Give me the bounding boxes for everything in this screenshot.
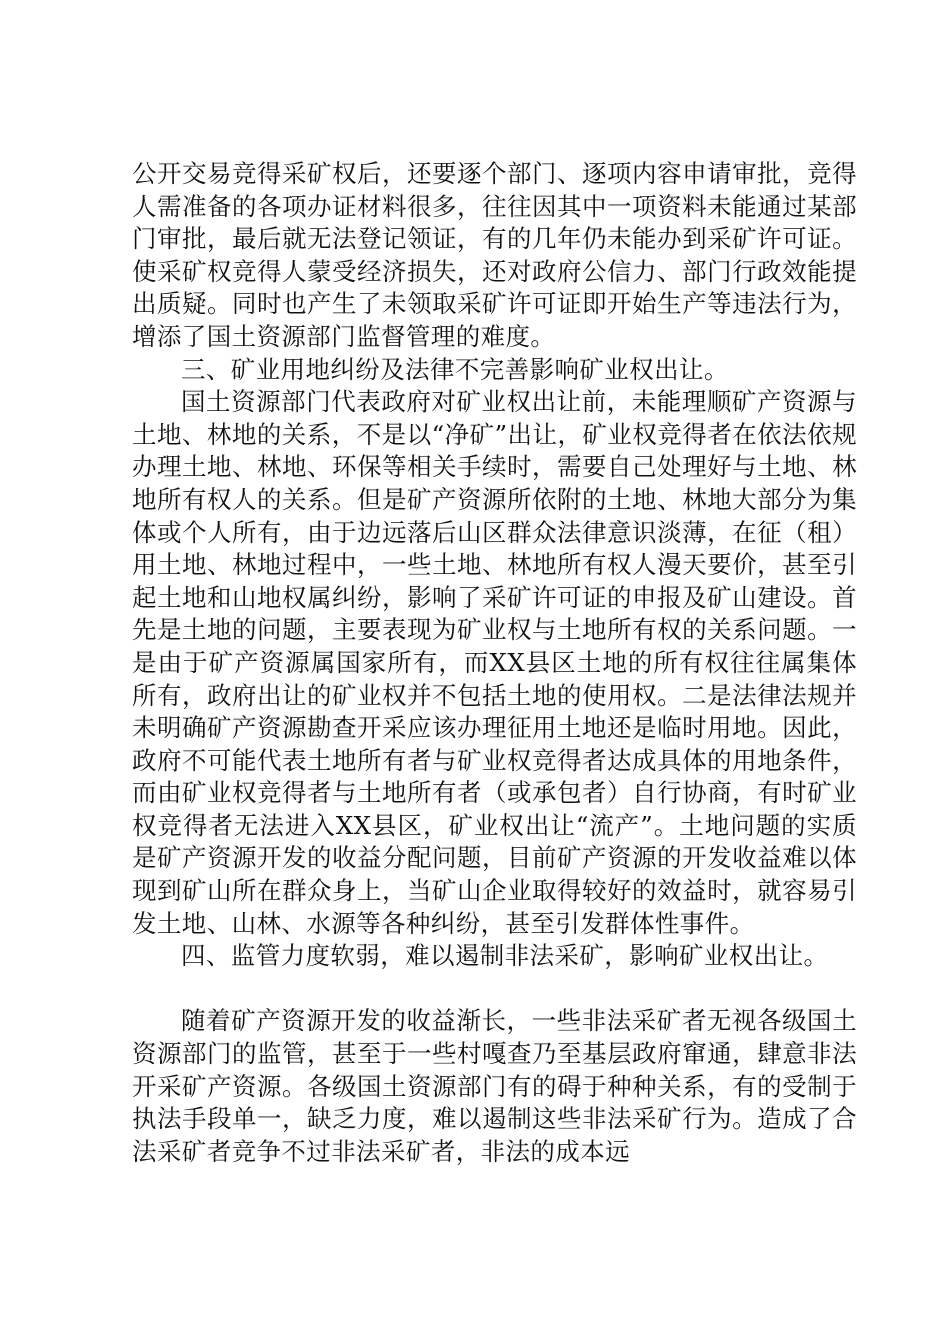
paragraph-continued: 公开交易竞得采矿权后，还要逐个部门、逐项内容申请审批，竞得人需准备的各项办证材料很多，往往因其中一项资料未能通过某部门审批，最后就无法登记领证，有的几年仍未能办到采矿许可证。使采矿权竞得人蒙受经济损失，还对政府公信力、部门行政效能提出质疑。同时也产生了未领取采矿许可证即开始生产等违法行为，增添了国土资源部门监督管理的难度。: [132, 159, 857, 351]
section-heading-3: 三、矿业用地纠纷及法律不完善影响矿业权出让。: [181, 354, 729, 384]
paragraph-illegal-mining: 随着矿产资源开发的收益渐长，一些非法采矿者无视各级国土资源部门的监管，甚至于一些村嘎查乃至基层政府窜通，肆意非法开采矿产资源。各级国土资源部门有的碍于种种关系，有的受制于执法手段单一，缺乏力度，难以遏制这些非法采矿行为。造成了合法采矿者竞争不过非法采矿者，非法的成本远: [132, 1006, 857, 1166]
paragraph-spacer: [132, 973, 857, 1006]
document-page: [132, 158, 857, 1168]
section-heading-4: 四、监管力度软弱，难以遏制非法采矿，影响矿业权出让。: [181, 941, 829, 971]
paragraph-mining-land-disputes: 国土资源部门代表政府对矿业权出让前，未能理顺矿产资源与土地、林地的关系，不是以“净矿”出让，矿业权竞得者在依法依规办理土地、林地、环保等相关手续时，需要自己处理好与土地、林地所有权人的关系。但是矿产资源所依附的土地、林地大部分为集体或个人所有，由于边远落后山区群众法律意识淡薄，在征（租）用土地、林地过程中，一些土地、林地所有权人漫天要价，甚至引起土地和山地权属纠纷，影响了采矿许可证的申报及矿山建设。首先是土地的问题，主要表现为矿业权与土地所有权的关系问题。一是由于矿产资源属国家所有，而XX县区土地的所有权往往属集体所有，政府出让的矿业权并不包括土地的使用权。二是法律法规并未明确矿产资源勘查开采应该办理征用土地还是临时用地。因此，政府不可能代表土地所有者与矿业权竞得者达成具体的用地条件，而由矿业权竞得者与土地所有者（或承包者）自行协商，有时矿业权竞得者无法进入XX县区，矿业权出让“流产”。土地问题的实质是矿产资源开发的收益分配问题，目前矿产资源的开发收益难以体现到矿山所在群众身上，当矿山企业取得较好的效益时，就容易引发土地、山林、水源等各种纠纷，甚至引发群体性事件。: [132, 387, 857, 938]
